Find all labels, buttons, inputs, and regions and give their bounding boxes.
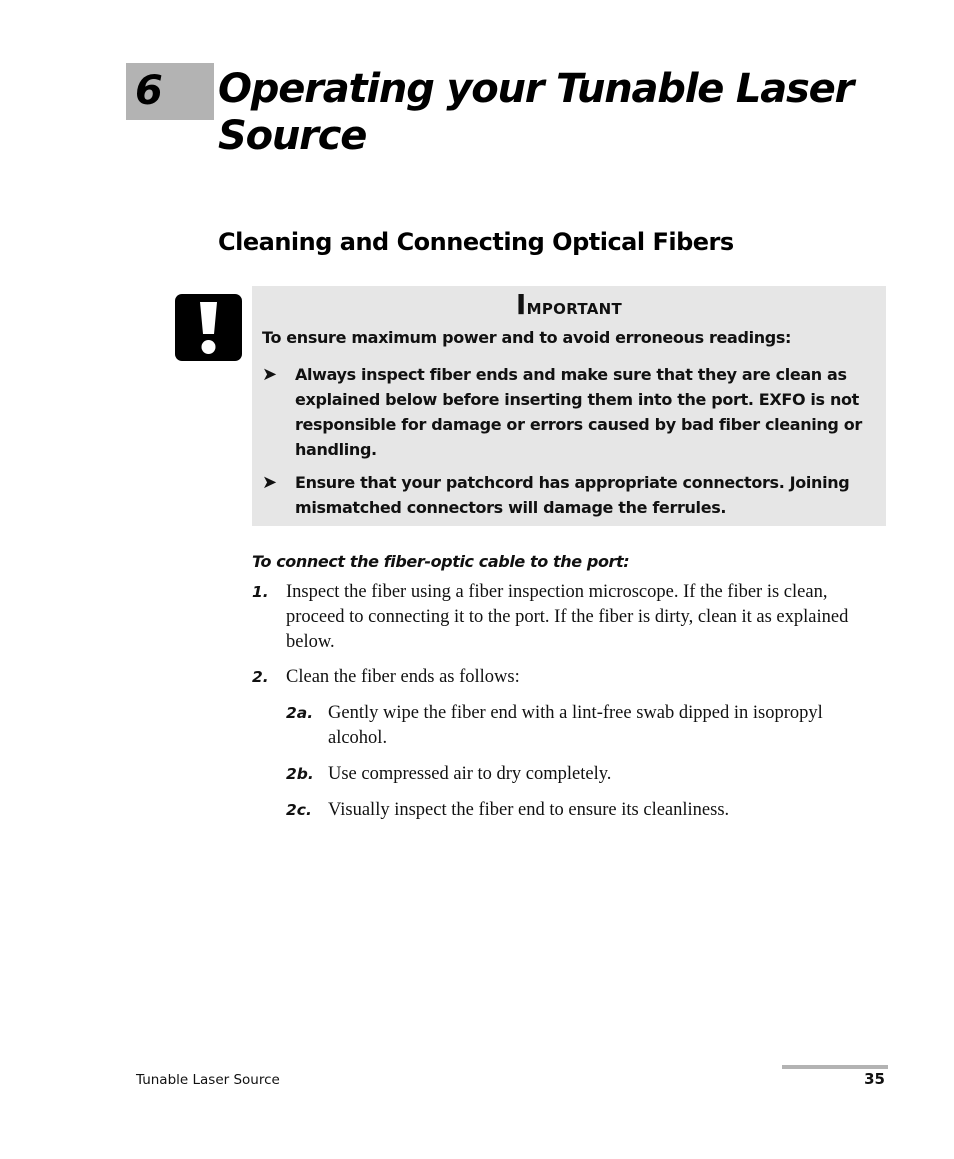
arrow-bullet-icon: ➤	[262, 472, 277, 493]
procedure-substep	[286, 798, 884, 823]
procedure-step	[252, 580, 884, 655]
important-bullet	[262, 470, 877, 520]
substep-number: 2a.	[286, 704, 314, 722]
substep-number: 2c.	[286, 801, 312, 819]
section-heading: Cleaning and Connecting Optical Fibers	[218, 228, 734, 256]
important-title: Important	[515, 288, 623, 321]
step-text: Clean the fiber ends as follows:	[286, 667, 520, 687]
important-bullet-text: Ensure that your patchcord has appropriate connectors. Joining mismatched connectors will damage the ferrules.	[295, 473, 850, 517]
arrow-bullet-icon: ➤	[262, 364, 277, 385]
chapter-title: Operating your Tunable Laser Source	[218, 66, 854, 159]
chapter-number: 6	[135, 68, 163, 114]
exclamation-icon	[175, 294, 242, 361]
important-intro: To ensure maximum power and to avoid erroneous readings:	[262, 328, 792, 347]
important-bullet	[262, 362, 877, 462]
step-number: 2.	[252, 668, 269, 686]
procedure-substep	[286, 762, 884, 787]
page-number: 35	[864, 1070, 885, 1088]
substep-text: Visually inspect the fiber end to ensure its cleanliness.	[328, 800, 730, 820]
substep-text: Use compressed air to dry completely.	[328, 764, 612, 784]
procedure-title: To connect the fiber-optic cable to the port:	[252, 552, 630, 571]
substep-text: Gently wipe the fiber end with a lint-free swab dipped in isopropyl alcohol.	[328, 703, 823, 748]
procedure-step	[252, 665, 884, 690]
important-bullet-text: Always inspect fiber ends and make sure that they are clean as explained below before inserting them into the port. EXFO is not responsible for damage or errors caused by bad fiber cleaning or handling.	[295, 365, 862, 459]
procedure-substep	[286, 701, 884, 751]
step-text: Inspect the fiber using a fiber inspection microscope. If the fiber is clean, proceed to connecting it to the port. If the fiber is dirty, clean it as explained below.	[286, 582, 849, 652]
important-notice	[252, 286, 886, 526]
step-number: 1.	[252, 583, 269, 601]
footer-product-name: Tunable Laser Source	[136, 1072, 280, 1088]
substep-number: 2b.	[286, 765, 314, 783]
